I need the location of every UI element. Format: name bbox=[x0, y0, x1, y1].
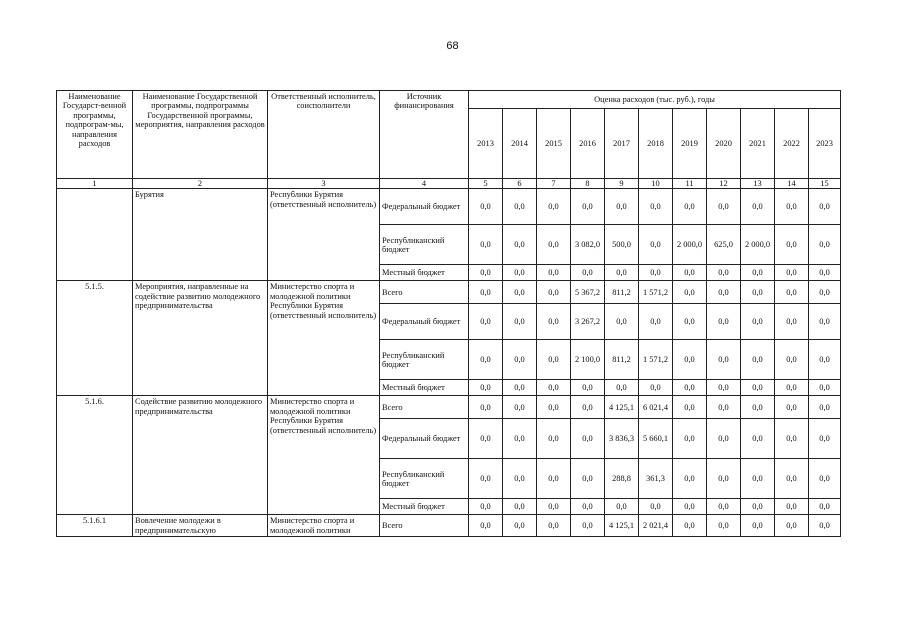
value-cell: 0,0 bbox=[571, 515, 605, 537]
column-number: 5 bbox=[469, 179, 503, 189]
value-cell: 0,0 bbox=[673, 281, 707, 304]
value-cell: 811,2 bbox=[605, 340, 639, 380]
value-cell: 361,3 bbox=[639, 459, 673, 499]
row-executor: Министерство спорта и молодежной политики bbox=[268, 515, 380, 537]
value-cell: 0,0 bbox=[503, 304, 537, 340]
value-cell: 0,0 bbox=[537, 265, 571, 281]
year-header: 2015 bbox=[537, 109, 571, 179]
value-cell: 625,0 bbox=[707, 225, 741, 265]
value-cell: 0,0 bbox=[639, 225, 673, 265]
value-cell: 288,8 bbox=[605, 459, 639, 499]
value-cell: 0,0 bbox=[673, 419, 707, 459]
value-cell: 0,0 bbox=[809, 265, 841, 281]
row-code bbox=[57, 189, 133, 281]
table-row bbox=[57, 515, 841, 537]
column-number: 13 bbox=[741, 179, 775, 189]
value-cell: 0,0 bbox=[809, 340, 841, 380]
year-header: 2020 bbox=[707, 109, 741, 179]
value-cell: 0,0 bbox=[503, 189, 537, 225]
value-cell: 0,0 bbox=[537, 340, 571, 380]
year-header: 2017 bbox=[605, 109, 639, 179]
value-cell: 0,0 bbox=[775, 515, 809, 537]
value-cell: 0,0 bbox=[503, 225, 537, 265]
value-cell: 0,0 bbox=[605, 189, 639, 225]
value-cell: 0,0 bbox=[809, 380, 841, 396]
funding-source: Федеральный бюджет bbox=[380, 419, 469, 459]
value-cell: 0,0 bbox=[707, 265, 741, 281]
value-cell: 2 100,0 bbox=[571, 340, 605, 380]
value-cell: 0,0 bbox=[741, 189, 775, 225]
table-row bbox=[57, 281, 841, 304]
value-cell: 0,0 bbox=[741, 459, 775, 499]
value-cell: 0,0 bbox=[707, 281, 741, 304]
header-program-name: Наименование Государст-венной программы, подпрограм-мы, направления расходов bbox=[57, 91, 133, 179]
value-cell: 0,0 bbox=[775, 419, 809, 459]
value-cell: 0,0 bbox=[605, 499, 639, 515]
value-cell: 3 082,0 bbox=[571, 225, 605, 265]
value-cell: 0,0 bbox=[639, 265, 673, 281]
value-cell: 0,0 bbox=[469, 265, 503, 281]
value-cell: 0,0 bbox=[741, 515, 775, 537]
column-numbers-row bbox=[57, 179, 841, 189]
column-number: 8 bbox=[571, 179, 605, 189]
value-cell: 0,0 bbox=[775, 304, 809, 340]
value-cell: 0,0 bbox=[707, 419, 741, 459]
value-cell: 0,0 bbox=[537, 396, 571, 419]
value-cell: 3 267,2 bbox=[571, 304, 605, 340]
value-cell: 0,0 bbox=[469, 515, 503, 537]
value-cell: 811,2 bbox=[605, 281, 639, 304]
row-activity-name: Вовлечение молодежи в предпринимательскую bbox=[133, 515, 268, 537]
value-cell: 2 000,0 bbox=[673, 225, 707, 265]
value-cell: 1 571,2 bbox=[639, 340, 673, 380]
value-cell: 0,0 bbox=[707, 189, 741, 225]
value-cell: 0,0 bbox=[537, 189, 571, 225]
value-cell: 0,0 bbox=[741, 419, 775, 459]
value-cell: 0,0 bbox=[809, 281, 841, 304]
value-cell: 0,0 bbox=[741, 499, 775, 515]
column-number: 1 bbox=[57, 179, 133, 189]
value-cell: 0,0 bbox=[775, 499, 809, 515]
value-cell: 2 000,0 bbox=[741, 225, 775, 265]
value-cell: 0,0 bbox=[503, 281, 537, 304]
value-cell: 0,0 bbox=[741, 304, 775, 340]
value-cell: 0,0 bbox=[775, 189, 809, 225]
year-header: 2016 bbox=[571, 109, 605, 179]
value-cell: 0,0 bbox=[537, 225, 571, 265]
funding-source: Республиканский бюджет bbox=[380, 340, 469, 380]
value-cell: 0,0 bbox=[809, 396, 841, 419]
page-number: 68 bbox=[446, 40, 459, 52]
value-cell: 0,0 bbox=[537, 459, 571, 499]
header-funding-source: Источник финансирования bbox=[380, 91, 469, 179]
value-cell: 500,0 bbox=[605, 225, 639, 265]
value-cell: 0,0 bbox=[809, 459, 841, 499]
value-cell: 0,0 bbox=[809, 419, 841, 459]
row-executor: Министерство спорта и молодежной политики Республики Бурятия (ответственный исполнитель) bbox=[268, 281, 380, 396]
value-cell: 0,0 bbox=[605, 265, 639, 281]
value-cell: 5 367,2 bbox=[571, 281, 605, 304]
value-cell: 0,0 bbox=[537, 499, 571, 515]
value-cell: 0,0 bbox=[469, 225, 503, 265]
value-cell: 0,0 bbox=[469, 340, 503, 380]
column-number: 9 bbox=[605, 179, 639, 189]
value-cell: 0,0 bbox=[571, 499, 605, 515]
value-cell: 0,0 bbox=[809, 304, 841, 340]
value-cell: 0,0 bbox=[707, 340, 741, 380]
value-cell: 0,0 bbox=[469, 396, 503, 419]
value-cell: 0,0 bbox=[707, 304, 741, 340]
value-cell: 0,0 bbox=[673, 265, 707, 281]
value-cell: 0,0 bbox=[605, 304, 639, 340]
value-cell: 0,0 bbox=[571, 396, 605, 419]
year-header: 2019 bbox=[673, 109, 707, 179]
value-cell: 0,0 bbox=[741, 340, 775, 380]
value-cell: 0,0 bbox=[537, 419, 571, 459]
value-cell: 0,0 bbox=[503, 459, 537, 499]
value-cell: 0,0 bbox=[469, 499, 503, 515]
table-body bbox=[57, 189, 841, 537]
header-executor: Ответственный исполнитель, соисполнители bbox=[268, 91, 380, 179]
value-cell: 0,0 bbox=[537, 281, 571, 304]
column-number: 2 bbox=[133, 179, 268, 189]
value-cell: 0,0 bbox=[503, 396, 537, 419]
value-cell: 0,0 bbox=[775, 380, 809, 396]
value-cell: 0,0 bbox=[707, 396, 741, 419]
year-header: 2013 bbox=[469, 109, 503, 179]
funding-source: Местный бюджет bbox=[380, 380, 469, 396]
table-row bbox=[57, 396, 841, 419]
header-activity-name: Наименование Государственной программы, подпрограммы Государственной программы, мероприятия, направления расходов bbox=[133, 91, 268, 179]
value-cell: 0,0 bbox=[469, 419, 503, 459]
column-number: 11 bbox=[673, 179, 707, 189]
value-cell: 0,0 bbox=[639, 304, 673, 340]
value-cell: 0,0 bbox=[673, 396, 707, 419]
year-header: 2021 bbox=[741, 109, 775, 179]
value-cell: 0,0 bbox=[775, 340, 809, 380]
value-cell: 0,0 bbox=[571, 265, 605, 281]
column-number: 15 bbox=[809, 179, 841, 189]
column-number: 7 bbox=[537, 179, 571, 189]
value-cell: 6 021,4 bbox=[639, 396, 673, 419]
value-cell: 0,0 bbox=[537, 304, 571, 340]
column-number: 12 bbox=[707, 179, 741, 189]
row-activity-name: Мероприятия, направленные на содействие развитию молодежного предпринимательства bbox=[133, 281, 268, 396]
value-cell: 0,0 bbox=[809, 189, 841, 225]
value-cell: 4 125,1 bbox=[605, 515, 639, 537]
row-code: 5.1.5. bbox=[57, 281, 133, 396]
column-number: 3 bbox=[268, 179, 380, 189]
value-cell: 0,0 bbox=[537, 515, 571, 537]
value-cell: 1 571,2 bbox=[639, 281, 673, 304]
value-cell: 0,0 bbox=[571, 380, 605, 396]
value-cell: 0,0 bbox=[469, 380, 503, 396]
value-cell: 0,0 bbox=[469, 189, 503, 225]
value-cell: 0,0 bbox=[571, 459, 605, 499]
value-cell: 0,0 bbox=[503, 515, 537, 537]
value-cell: 0,0 bbox=[503, 380, 537, 396]
value-cell: 0,0 bbox=[707, 515, 741, 537]
value-cell: 0,0 bbox=[673, 304, 707, 340]
value-cell: 2 021,4 bbox=[639, 515, 673, 537]
value-cell: 4 125,1 bbox=[605, 396, 639, 419]
value-cell: 0,0 bbox=[469, 459, 503, 499]
funding-source: Республиканский бюджет bbox=[380, 459, 469, 499]
value-cell: 0,0 bbox=[775, 281, 809, 304]
value-cell: 0,0 bbox=[673, 515, 707, 537]
value-cell: 0,0 bbox=[673, 459, 707, 499]
value-cell: 0,0 bbox=[469, 304, 503, 340]
value-cell: 0,0 bbox=[809, 499, 841, 515]
column-number: 4 bbox=[380, 179, 469, 189]
value-cell: 0,0 bbox=[503, 340, 537, 380]
row-code: 5.1.6. bbox=[57, 396, 133, 515]
value-cell: 5 660,1 bbox=[639, 419, 673, 459]
value-cell: 0,0 bbox=[707, 380, 741, 396]
value-cell: 0,0 bbox=[775, 265, 809, 281]
row-activity-name: Содействие развитию молодежного предпринимательства bbox=[133, 396, 268, 515]
column-number: 10 bbox=[639, 179, 673, 189]
year-header: 2023 bbox=[809, 109, 841, 179]
row-code: 5.1.6.1 bbox=[57, 515, 133, 537]
value-cell: 0,0 bbox=[741, 396, 775, 419]
value-cell: 0,0 bbox=[775, 225, 809, 265]
column-number: 6 bbox=[503, 179, 537, 189]
value-cell: 0,0 bbox=[469, 281, 503, 304]
funding-source: Всего bbox=[380, 515, 469, 537]
funding-source: Всего bbox=[380, 396, 469, 419]
year-header: 2018 bbox=[639, 109, 673, 179]
value-cell: 0,0 bbox=[673, 189, 707, 225]
row-executor: Республики Бурятия (ответственный исполнитель) bbox=[268, 189, 380, 281]
value-cell: 0,0 bbox=[503, 265, 537, 281]
value-cell: 0,0 bbox=[639, 380, 673, 396]
funding-source: Всего bbox=[380, 281, 469, 304]
value-cell: 0,0 bbox=[639, 189, 673, 225]
funding-source: Федеральный бюджет bbox=[380, 304, 469, 340]
value-cell: 0,0 bbox=[809, 515, 841, 537]
value-cell: 0,0 bbox=[673, 499, 707, 515]
value-cell: 0,0 bbox=[571, 189, 605, 225]
value-cell: 0,0 bbox=[741, 380, 775, 396]
value-cell: 0,0 bbox=[571, 419, 605, 459]
value-cell: 0,0 bbox=[673, 340, 707, 380]
funding-source: Федеральный бюджет bbox=[380, 189, 469, 225]
value-cell: 0,0 bbox=[707, 499, 741, 515]
expenditure-table bbox=[56, 90, 841, 537]
value-cell: 0,0 bbox=[639, 499, 673, 515]
header-expense-estimate: Оценка расходов (тыс. руб.), годы bbox=[469, 91, 841, 109]
row-executor: Министерство спорта и молодежной политики Республики Бурятия (ответственный исполнитель) bbox=[268, 396, 380, 515]
value-cell: 0,0 bbox=[673, 380, 707, 396]
value-cell: 0,0 bbox=[775, 396, 809, 419]
column-number: 14 bbox=[775, 179, 809, 189]
funding-source: Республиканский бюджет bbox=[380, 225, 469, 265]
table-row bbox=[57, 189, 841, 225]
value-cell: 0,0 bbox=[809, 225, 841, 265]
value-cell: 0,0 bbox=[741, 265, 775, 281]
value-cell: 0,0 bbox=[537, 380, 571, 396]
funding-source: Местный бюджет bbox=[380, 265, 469, 281]
value-cell: 0,0 bbox=[775, 459, 809, 499]
funding-source: Местный бюджет bbox=[380, 499, 469, 515]
value-cell: 0,0 bbox=[503, 419, 537, 459]
value-cell: 0,0 bbox=[741, 281, 775, 304]
value-cell: 0,0 bbox=[503, 499, 537, 515]
value-cell: 3 836,3 bbox=[605, 419, 639, 459]
year-header: 2014 bbox=[503, 109, 537, 179]
row-activity-name: Бурятия bbox=[133, 189, 268, 281]
value-cell: 0,0 bbox=[605, 380, 639, 396]
value-cell: 0,0 bbox=[707, 459, 741, 499]
year-header: 2022 bbox=[775, 109, 809, 179]
